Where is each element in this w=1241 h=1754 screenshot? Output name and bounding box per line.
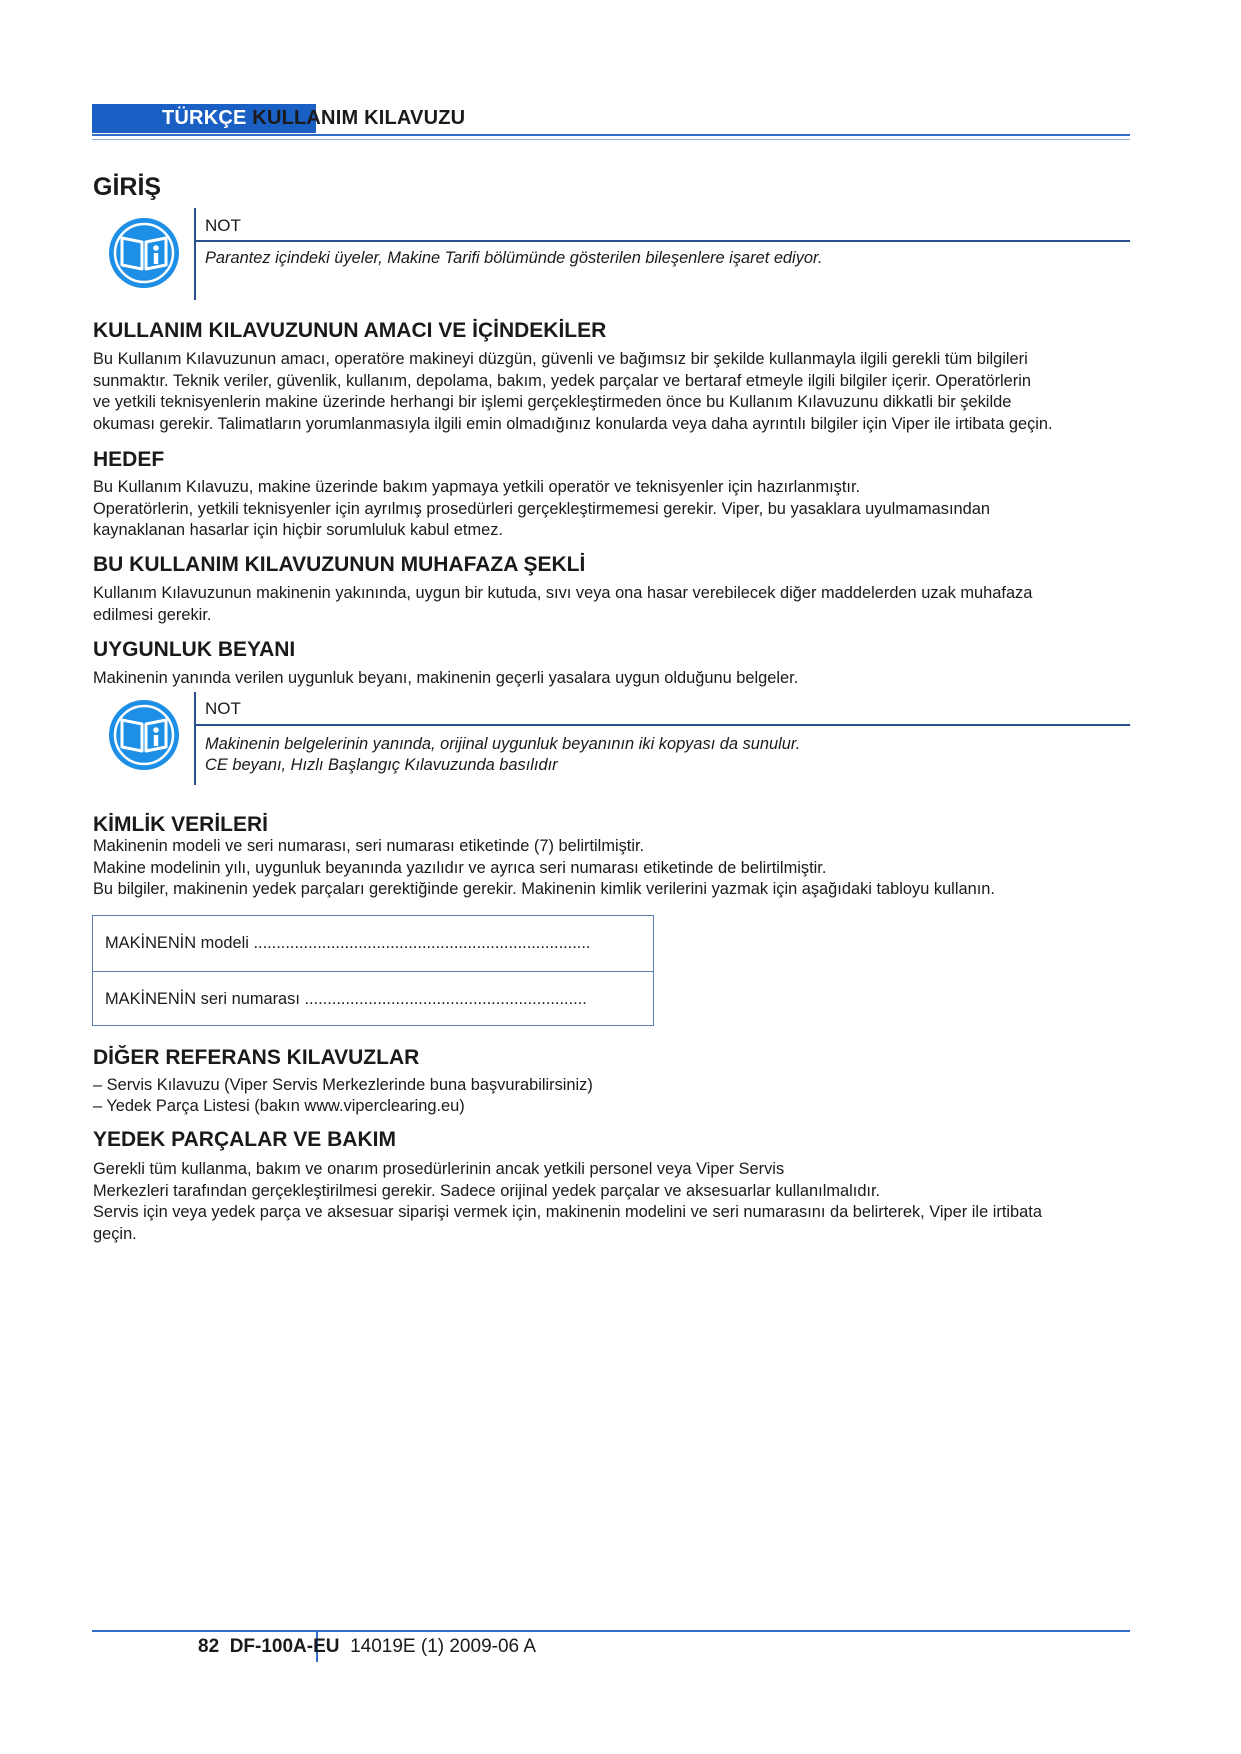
- footer-rule: [92, 1630, 1130, 1632]
- header-title-language: TÜRKÇE: [162, 107, 253, 129]
- text-line: Makinenin belgelerinin yanında, orijinal uygunluk beyanının iki kopyası da sunulur.: [205, 735, 801, 753]
- document-code: 14019E (1) 2009-06 A: [350, 1636, 536, 1657]
- reference-item: – Servis Kılavuzu (Viper Servis Merkezlerinde buna başvurabilirsiniz): [93, 1076, 593, 1094]
- text-line: Merkezleri tarafından gerçekleştirilmesi gerekir. Sadece orijinal yedek parçalar ve aksesuarlar kullanılmalıdır.: [93, 1181, 881, 1200]
- identity-text: [93, 836, 1143, 901]
- text-line: geçin.: [93, 1224, 137, 1243]
- note-rule: [196, 724, 1130, 726]
- identity-title: KİMLİK VERİLERİ: [93, 813, 269, 836]
- text-line: Gerekli tüm kullanma, bakım ve onarım prosedürlerinin ancak yetkili personel veya Viper Servis: [93, 1160, 785, 1178]
- intro-title: GİRİŞ: [93, 173, 162, 201]
- intro-note-label: NOT: [205, 216, 241, 235]
- model-field[interactable]: MAKİNENİN modeli ..........................................................................: [105, 934, 591, 952]
- purpose-title: KULLANIM KILAVUZUNUN AMACI VE İÇİNDEKİLER: [93, 319, 607, 342]
- text-line: Operatörlerin, yetkili teknisyenler için ayrılmış prosedürleri gerçekleştirmemesi gerekir. Viper, bu yasaklara uyulmamasından: [93, 499, 990, 518]
- storage-text: [93, 583, 1143, 626]
- model-code: DF-100A-EU: [229, 1636, 340, 1657]
- text-line: Bu Kullanım Kılavuzunun amacı, operatöre makineyi düzgün, güvenli ve bağımsız bir şekilde kullanmayla ilgili gerekli tüm bilgileri: [93, 350, 1028, 368]
- reference-item: – Yedek Parça Listesi (bakın www.viperclearing.eu): [93, 1097, 465, 1115]
- header-rule: [92, 134, 1130, 136]
- spares-title: YEDEK PARÇALAR VE BAKIM: [93, 1128, 396, 1151]
- page-number: 82: [198, 1636, 220, 1657]
- note-divider: [194, 208, 196, 300]
- header-rule-thin: [92, 139, 1130, 140]
- info-manual-icon: [107, 698, 181, 772]
- text-line: Servis için veya yedek parça ve aksesuar siparişi vermek için, makinenin modelini ve seri numarasını da belirterek, Viper ile irtibata: [93, 1203, 1042, 1221]
- text-line: edilmesi gerekir.: [93, 605, 212, 624]
- note-divider: [194, 692, 196, 785]
- conformity-title: UYGUNLUK BEYANI: [93, 638, 296, 661]
- identity-table-row: [93, 916, 653, 972]
- conformity-note-text: [205, 734, 800, 776]
- text-line: Makinenin modeli ve seri numarası, seri numarası etiketinde (7) belirtilmiştir.: [93, 837, 645, 855]
- storage-title: BU KULLANIM KILAVUZUNUN MUHAFAZA ŞEKLİ: [93, 553, 586, 576]
- references-title: DİĞER REFERANS KILAVUZLAR: [93, 1046, 420, 1069]
- text-line: Makine modelinin yılı, uygunluk beyanında yazılıdır ve ayrıca seri numarası etiketinde de belirtilmiştir.: [93, 858, 827, 877]
- footer: [198, 1636, 536, 1658]
- spares-text: [93, 1159, 1143, 1245]
- serial-field[interactable]: MAKİNENİN seri numarası ..............................................................: [105, 990, 587, 1008]
- info-manual-icon: [107, 216, 181, 290]
- conformity-note-label: NOT: [205, 699, 241, 718]
- text-line: Kullanım Kılavuzunun makinenin yakınında, uygun bir kutuda, sıvı veya ona hasar verebilecek diğer maddelerden uzak muhafaza: [93, 584, 1033, 602]
- purpose-text: [93, 349, 1143, 435]
- text-line: Bu Kullanım Kılavuzu, makine üzerinde bakım yapmaya yetkili operatör ve teknisyenler için hazırlanmıştır.: [93, 478, 861, 496]
- text-line: kaynaklanan hasarlar için hiçbir sorumluluk kabul etmez.: [93, 521, 503, 539]
- text-line: ve yetkili teknisyenlerin makine üzerinde herhangi bir işlemi gerçekleştirmeden önce bu Kullanım Kılavuzunu dikkatli bir şekilde: [93, 393, 1012, 411]
- header-title-manual: KULLANIM KILAVUZU: [252, 107, 466, 129]
- conformity-text: Makinenin yanında verilen uygunluk beyanı, makinenin geçerli yasalara uygun olduğunu belgeler.: [93, 669, 799, 687]
- identity-table: [92, 915, 654, 1026]
- text-line: okuması gerekir. Talimatların yorumlanmasıyla ilgili emin olmadığınız konularda veya daha ayrıntılı bilgiler için Viper ile irtibata geçin.: [93, 414, 1053, 433]
- target-text: [93, 477, 1143, 542]
- text-line: Bu bilgiler, makinenin yedek parçaları gerektiğinde gerekir. Makinenin kimlik verilerini yazmak için aşağıdaki tabloyu kullanın.: [93, 880, 995, 898]
- text-line: CE beyanı, Hızlı Başlangıç Kılavuzunda basılıdır: [205, 756, 558, 774]
- text-line: sunmaktır. Teknik veriler, güvenlik, kullanım, depolama, bakım, yedek parçalar ve bertaraf etmeyle ilgili bilgiler içerir. Operatörlerin: [93, 371, 1032, 390]
- intro-note-text: Parantez içindeki üyeler, Makine Tarifi bölümünde gösterilen bileşenlere işaret ediyor.: [205, 249, 823, 267]
- header-title: [162, 107, 465, 130]
- note-rule: [196, 240, 1130, 242]
- target-title: HEDEF: [93, 448, 165, 471]
